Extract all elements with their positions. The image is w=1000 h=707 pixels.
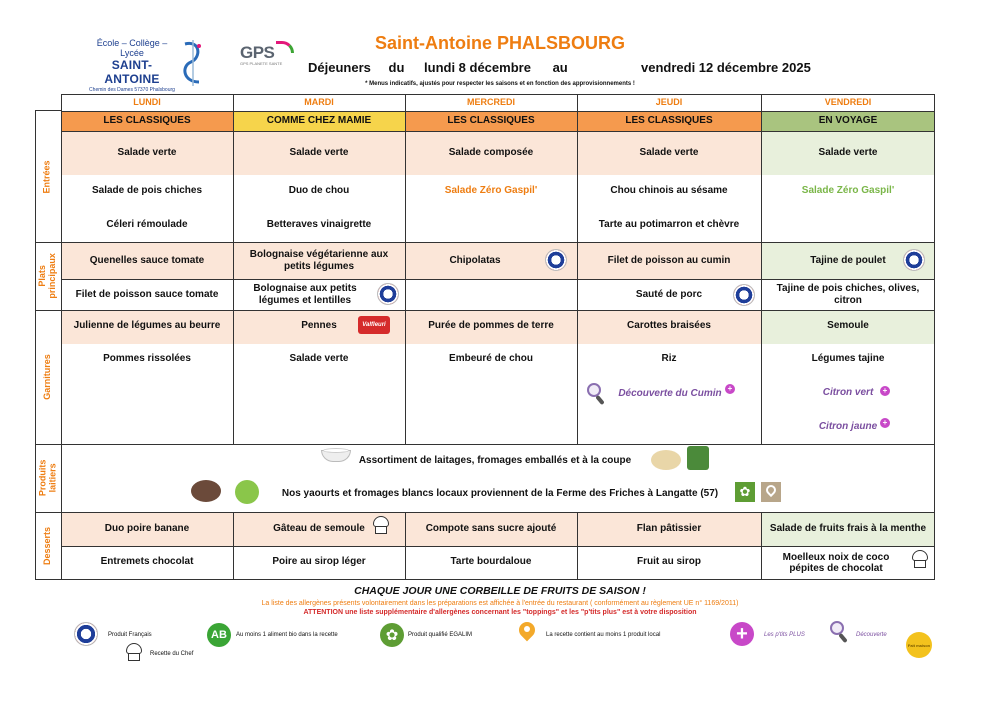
entree-mardi-2: Duo de chou: [288, 185, 350, 197]
legend-medal-icon: Fait maison: [906, 632, 932, 658]
entree-jeudi-3: Tarte au potimarron et chèvre: [598, 219, 740, 231]
legend-plus: Les p'tits PLUS: [764, 632, 805, 638]
dessert-jeudi-1: Flan pâtissier: [636, 523, 702, 535]
plat-lundi-1: Quenelles sauce tomate: [89, 254, 205, 266]
subtitle-du: du: [388, 60, 405, 75]
subtitle-au: au: [552, 60, 568, 75]
day-jeudi: JEUDI: [655, 97, 683, 108]
garniture-mardi-2: Salade verte: [289, 353, 349, 365]
plat-mardi-2: Bolognaise aux petits légumes et lentilles: [253, 283, 357, 306]
theme-jeudi: LES CLASSIQUES: [577, 111, 761, 131]
garniture-vendredi-1: Semoule: [827, 320, 869, 332]
plat-vendredi-2: Tajine de pois chiches, olives, citron: [776, 283, 920, 306]
garniture-mardi-1: Pennes: [301, 320, 337, 332]
garniture-mercredi-2: Embeuré de chou: [449, 353, 533, 365]
menu-grid: [35, 94, 935, 580]
day-vendredi: VENDREDI: [824, 97, 872, 108]
section-plats: [35, 242, 61, 310]
decouverte-icon: [587, 383, 607, 405]
plat-vendredi-1: Tajine de poulet: [810, 254, 886, 266]
school-logo-name: SAINT-ANTOINE: [104, 58, 160, 86]
section-entrees: [35, 111, 61, 242]
day-lundi: LUNDI: [133, 97, 161, 108]
entree-lundi-1: Salade verte: [117, 147, 177, 159]
legend-egalim-icon: ✿: [380, 623, 404, 647]
legend-chef-hat-icon: [125, 643, 143, 663]
french-product-icon: [903, 249, 925, 271]
laitiers-line2: Nos yaourts et fromages blancs locaux proviennent de la Ferme des Friches à Langatte (57): [281, 488, 719, 500]
garniture-lundi-1: Julienne de légumes au beurre: [73, 320, 221, 332]
plat-lundi-2: Filet de poisson sauce tomate: [75, 288, 219, 300]
section-entrees-label: Entrées: [42, 159, 53, 194]
plat-mardi-1: Bolognaise végétarienne aux petits légumes: [249, 249, 389, 272]
garniture-mercredi-1: Purée de pommes de terre: [428, 320, 554, 332]
garniture-jeudi-decouverte: Découverte du Cumin: [618, 388, 722, 400]
subtitle-from: lundi 8 décembre: [424, 60, 531, 75]
week-subtitle: [308, 60, 568, 75]
french-product-icon: [733, 284, 755, 306]
plat-mercredi-1: Chipolatas: [449, 254, 501, 266]
gps-logo-text: GPS: [240, 43, 275, 62]
dairy-bowl-icon: [321, 446, 351, 462]
entree-vendredi-2: Salade Zéro Gaspil': [801, 185, 895, 197]
cows-photo-icon: [191, 480, 221, 502]
subtitle-to: vendredi 12 décembre 2025: [641, 60, 811, 75]
dessert-jeudi-2: Fruit au sirop: [637, 556, 701, 568]
gps-logo-tagline: GPS PLANETE SANTE: [240, 61, 283, 66]
section-laitiers-label: Produits laitiers: [37, 459, 58, 497]
menu-note: * Menus indicatifs, ajustés pour respecter les saisons et en fonction des approvisionnements !: [365, 81, 635, 87]
legend-bio: Au moins 1 aliment bio dans la recette: [236, 632, 338, 638]
chef-hat-icon: [372, 516, 390, 536]
legend-ptits-plus-icon: +: [730, 622, 754, 646]
legend-decouverte-icon: [830, 621, 850, 643]
section-desserts: [35, 512, 61, 580]
cheese-pack-icon: [687, 446, 709, 470]
dessert-lundi-2: Entremets chocolat: [100, 556, 194, 568]
legend-local-icon: [518, 622, 536, 646]
garniture-vendredi-citron-vert: Citron vert: [822, 387, 874, 399]
entree-mardi-1: Salade verte: [289, 147, 349, 159]
day-mardi: MARDI: [304, 97, 334, 108]
entree-jeudi-2: Chou chinois au sésame: [610, 185, 728, 197]
garniture-jeudi-1: Carottes braisées: [627, 320, 711, 332]
ptits-plus-icon: +: [725, 384, 735, 394]
section-desserts-label: Desserts: [42, 526, 53, 566]
entree-mardi-3: Betteraves vinaigrette: [266, 219, 372, 231]
entree-mercredi-1: Salade composée: [448, 147, 534, 159]
dessert-mardi-1: Gâteau de semoule: [273, 523, 365, 535]
section-plats-label: Plats principaux: [37, 253, 58, 299]
dessert-mardi-2: Poire au sirop léger: [272, 556, 366, 568]
legend-francais: Produit Français: [108, 632, 152, 638]
farm-logo-icon: [235, 480, 259, 504]
day-mercredi: MERCREDI: [466, 97, 515, 108]
plat-jeudi-2: Sauté de porc: [635, 288, 703, 300]
subtitle-dejeuners: Déjeuners: [308, 60, 371, 75]
egalim-icon: ✿: [735, 482, 755, 502]
dessert-mercredi-1: Compote sans sucre ajouté: [425, 523, 557, 535]
entree-vendredi-1: Salade verte: [818, 147, 878, 159]
section-garnitures-label: Garnitures: [42, 354, 53, 400]
valfleuri-brand-icon: Valfleuri: [358, 316, 390, 334]
theme-mercredi: LES CLASSIQUES: [405, 111, 577, 131]
theme-lundi: LES CLASSIQUES: [61, 111, 233, 131]
dessert-vendredi-2: Moelleux noix de coco pépites de chocolat: [782, 551, 890, 574]
ptits-plus-icon: +: [880, 418, 890, 428]
theme-vendredi: EN VOYAGE: [761, 111, 935, 131]
attention-notice: ATTENTION une liste supplémentaire d'allergènes concernant les "toppings" et les "p'tits plus" est à votre disposition: [303, 609, 697, 616]
legend-egalim: Produit qualifié EGALIM: [408, 632, 473, 638]
dessert-lundi-1: Duo poire banane: [104, 523, 190, 535]
dessert-vendredi-1: Salade de fruits frais à la menthe: [769, 523, 927, 535]
local-product-icon: [761, 482, 781, 502]
school-logo-line1: École – Collège – Lycée: [96, 38, 168, 58]
chef-hat-icon: [911, 550, 929, 570]
legend-french-icon: [74, 622, 98, 646]
allergens-notice: La liste des allergènes présents volontairement dans les préparations est affichée à l'entrée du restaurant ( conformément au règlement UE n° 1169/2011): [261, 600, 739, 607]
plat-jeudi-1: Filet de poisson au cumin: [607, 254, 731, 266]
legend-chef: Recette du Chef: [150, 651, 194, 657]
laitiers-line1: Assortiment de laitages, fromages emballés et à la coupe: [358, 455, 632, 467]
entree-jeudi-1: Salade verte: [639, 147, 699, 159]
entree-lundi-2: Salade de pois chiches: [91, 185, 203, 197]
garniture-jeudi-2: Riz: [661, 353, 677, 365]
fruits-banner: CHAQUE JOUR UNE CORBEILLE DE FRUITS DE SAISON !: [354, 585, 646, 597]
dessert-mercredi-2: Tarte bourdaloue: [450, 556, 532, 568]
legend-local: La recette contient au moins 1 produit local: [546, 632, 661, 638]
theme-mardi: COMME CHEZ MAMIE: [233, 111, 405, 131]
entree-lundi-3: Céleri rémoulade: [106, 219, 188, 231]
ptits-plus-icon: +: [880, 386, 890, 396]
school-logo-address: Chemin des Dames 57370 Phalsbourg: [89, 87, 175, 93]
section-garnitures: [35, 310, 61, 444]
garniture-lundi-2: Pommes rissolées: [103, 353, 191, 365]
legend-decouverte: Découverte: [856, 632, 887, 638]
entree-mercredi-2: Salade Zéro Gaspil': [444, 185, 538, 197]
french-product-icon: [545, 249, 567, 271]
legend-bio-icon: AB: [207, 623, 231, 647]
page-title: Saint-Antoine PHALSBOURG: [375, 33, 625, 53]
garniture-vendredi-citron-jaune: Citron jaune: [818, 421, 878, 433]
garniture-vendredi-2: Légumes tajine: [811, 353, 885, 365]
french-product-icon: [377, 283, 399, 305]
section-laitiers: [35, 444, 61, 512]
cheese-plate-icon: [651, 450, 681, 470]
